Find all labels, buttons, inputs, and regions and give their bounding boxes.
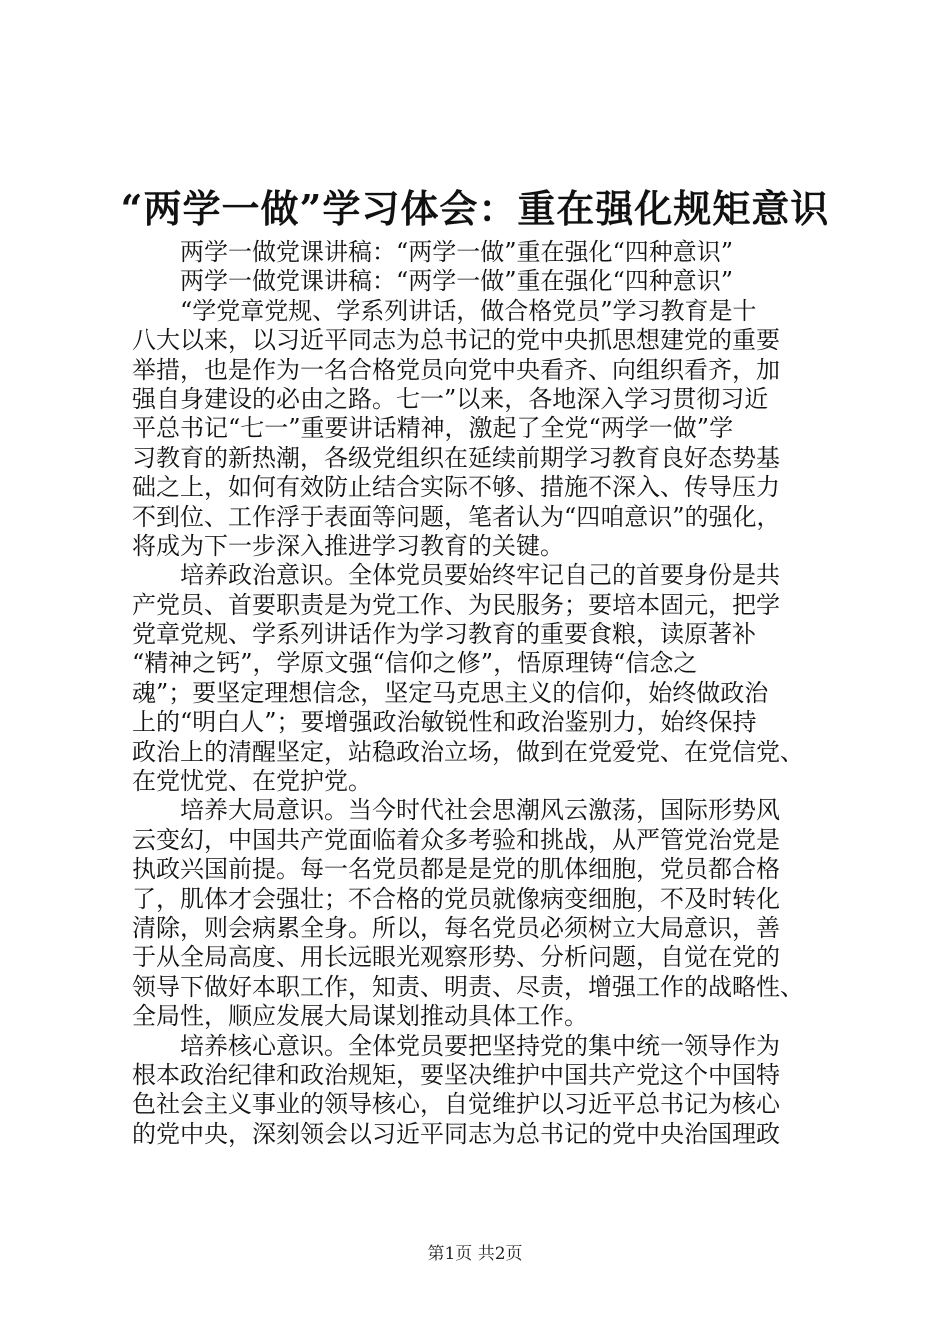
text-line: 两学一做党课讲稿：“两学一做”重在强化“四种意识” [180,267,734,296]
text-line: 在党忧党、在党护党。 [132,767,372,796]
text-line: 清除，则会病累全身。所以，每名党员必须树立大局意识，善 [132,913,780,942]
text-line: “学党章党规、学系列讲话，做合格党员”学习教育是十 [180,296,757,325]
text-line: 党章党规、学系列讲话作为学习教育的重要食粮，读原著补 [132,620,756,649]
text-line: 产党员、首要职责是为党工作、为民服务；要培本固元，把学 [132,590,780,619]
text-line: 了，肌体才会强壮；不合格的党员就像病变细胞，不及时转化 [132,884,780,913]
text-line: 色社会主义事业的领导核心，自觉维护以习近平总书记为核心 [132,1090,780,1119]
text-line: 的党中央，深刻领会以习近平同志为总书记的党中央治国理政 [132,1119,780,1148]
text-line: 两学一做党课讲稿：“两学一做”重在强化“四种意识” [180,238,734,266]
text-line: 政治上的清醒坚定，站稳政治立场，做到在党爱党、在党信党、 [132,737,804,766]
page-footer: 第1页 共2页 [427,1244,523,1264]
text-line: 平总书记“七一”重要讲话精神，激起了全党“两学一做”学 [132,414,734,443]
text-line: 上的“明白人”；要增强政治敏锐性和政治鉴别力，始终保持 [132,708,757,737]
text-line: 培养核心意识。全体党员要把坚持党的集中统一领导作为 [180,1031,780,1060]
text-line: “精神之钙”，学原文强“信仰之修”，悟原理铸“信念之 [132,649,698,678]
text-line: 根本政治纪律和政治规矩，要坚决维护中国共产党这个中国特 [132,1060,780,1089]
text-line: 执政兴国前提。每一名党员都是是党的肌体细胞，党员都合格 [132,855,780,884]
text-line: 举措，也是作为一名合格党员向党中央看齐、向组织看齐，加 [132,355,780,384]
text-line: 于从全局高度、用长远眼光观察形势、分析问题，自觉在党的 [132,943,780,972]
text-line: 云变幻，中国共产党面临着众多考验和挑战，从严管党治党是 [132,825,780,854]
text-line: 不到位、工作浮于表面等问题，笔者认为“四咱意识”的强化， [132,502,781,531]
text-line: 习教育的新热潮，各级党组织在延续前期学习教育良好态势基 [132,443,780,472]
text-line: 领导下做好本职工作，知责、明责、尽责，增强工作的战略性、 [132,972,804,1001]
text-line: 培养大局意识。当今时代社会思潮风云激荡，国际形势风 [180,796,780,825]
text-line: 强自身建设的必由之路。七一”以来，各地深入学习贯彻习近 [132,384,769,413]
text-line: 魂”；要坚定理想信念，坚定马克思主义的信仰，始终做政治 [132,678,769,707]
text-line: 将成为下一步深入推进学习教育的关键。 [132,531,564,560]
text-line: 础之上，如何有效防止结合实际不够、措施不深入、传导压力 [132,473,780,502]
text-line: 全局性，顺应发展大局谋划推动具体工作。 [132,1002,588,1031]
text-line: 八大以来，以习近平同志为总书记的党中央抓思想建党的重要 [132,326,780,355]
document-body [132,238,854,1149]
text-line: 培养政治意识。全体党员要始终牢记自己的首要身份是共 [180,561,780,590]
document-title: “两学一做”学习体会：重在强化规矩意识 [120,186,830,231]
